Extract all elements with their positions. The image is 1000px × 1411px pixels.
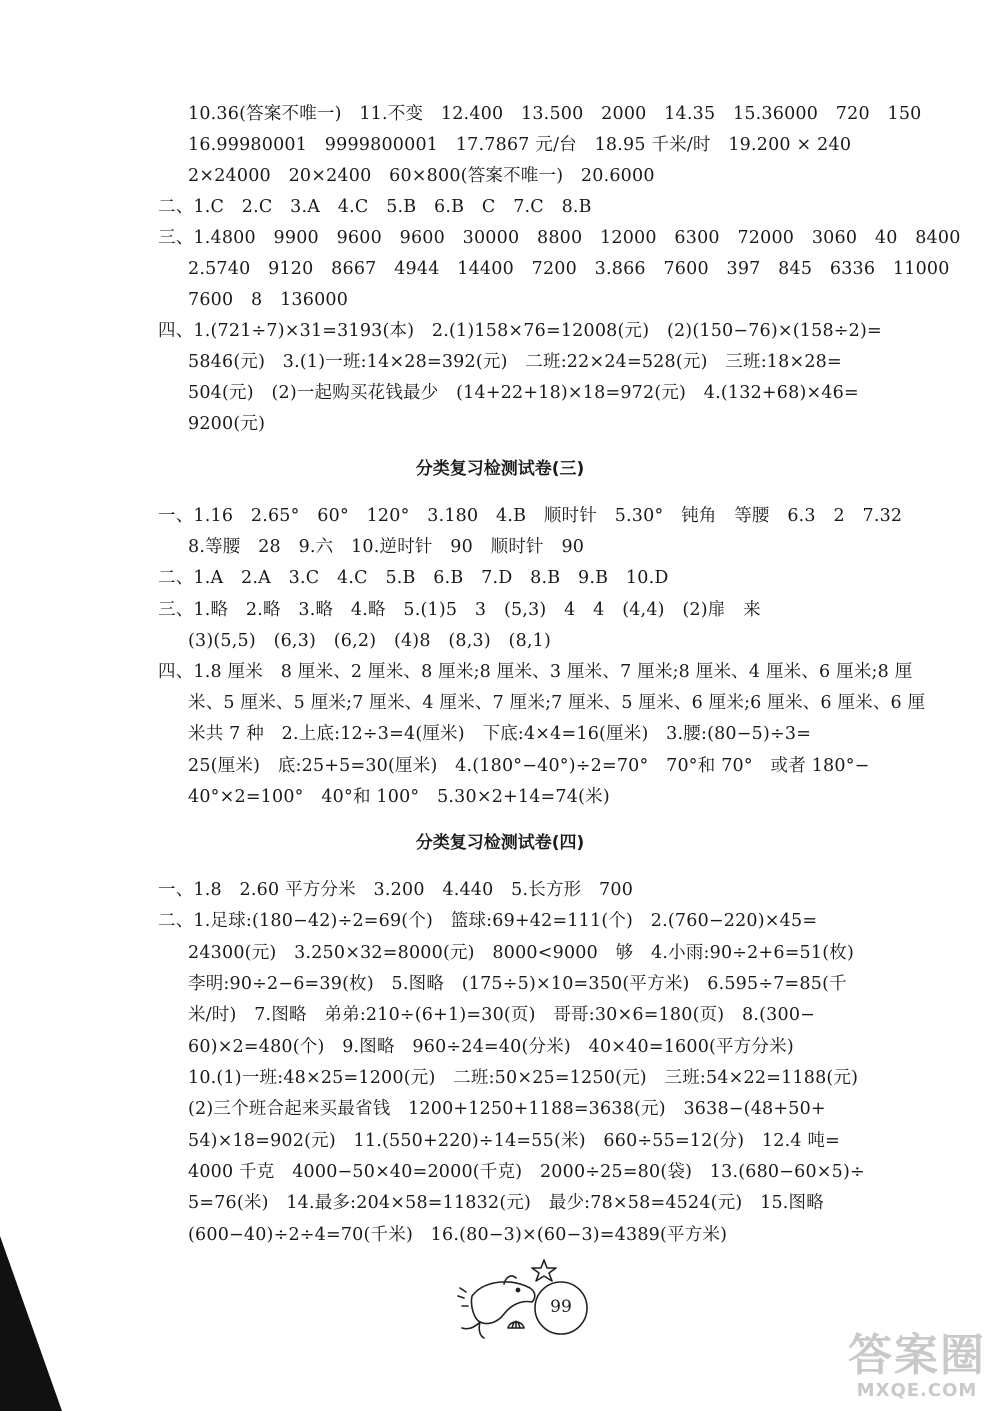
answer-line: 10.36(答案不唯一) 11.不变 12.400 13.500 2000 14.35 15.36000 720 150 [188,104,922,124]
answer-line: 三、1.4800 9900 9600 9600 30000 8800 12000 6300 72000 3060 40 8400 [158,228,961,248]
answer-line: 2.5740 9120 8667 4944 14400 7200 3.866 7600 397 845 6336 11000 [188,259,950,279]
answer-line: 2×24000 20×2400 60×800(答案不唯一) 20.6000 [188,166,655,186]
section-heading: 分类复习检测试卷(四) [415,833,585,853]
answer-line: 一、1.16 2.65° 60° 120° 3.180 4.B 顺时针 5.30° 钝角 等腰 6.3 2 7.32 [158,506,903,526]
watermark-logo-text: 答案圈 [848,1330,986,1381]
answer-line: 25(厘米) 底:25+5=30(厘米) 4.(180°−40°)÷2=70° 70°和 70° 或者 180°− [188,756,870,776]
answer-line: 60)×2=480(个) 9.图略 960÷24=40(分米) 40×40=1600(平方分米) [188,1037,794,1057]
corner-decoration [0,1236,62,1411]
answer-line: 5846(元) 3.(1)一班:14×28=392(元) 二班:22×24=528(元) 三班:18×28= [188,352,842,372]
answer-line: 米、5 厘米、5 厘米;7 厘米、4 厘米、7 厘米;7 厘米、5 厘米、6 厘米;6 厘米、6 厘米、6 厘 [188,693,926,713]
answer-line: 5=76(米) 14.最多:204×58=11832(元) 最少:78×58=4524(元) 15.图略 [188,1193,824,1213]
answer-line: 三、1.略 2.略 3.略 4.略 5.(1)5 3 (5,3) 4 4 (4,4) (2)扉 来 [158,600,761,620]
watermark-url: MXQE.COM [856,1380,978,1401]
answer-line: 504(元) (2)一起购买花钱最少 (14+22+18)×18=972(元) 4.(132+68)×46= [188,383,859,403]
answer-line: 一、1.8 2.60 平方分米 3.200 4.440 5.长方形 700 [158,880,634,900]
answer-line: 四、1.8 厘米 8 厘米、2 厘米、8 厘米;8 厘米、3 厘米、7 厘米;8 厘米、4 厘米、6 厘米;8 厘 [158,662,913,682]
answer-line: 二、1.足球:(180−42)÷2=69(个) 篮球:69+42=111(个) 2.(760−220)×45= [158,911,818,931]
answer-line: 四、1.(721÷7)×31=3193(本) 2.(1)158×76=12008(元) (2)(150−76)×(158÷2)= [158,321,882,341]
answer-line: 24300(元) 3.250×32=8000(元) 8000<9000 够 4.小雨:90÷2+6=51(枚) [188,943,854,963]
answer-line: 米/时) 7.图略 弟弟:210÷(6+1)=30(页) 哥哥:30×6=180(页) 8.(300− [188,1005,816,1025]
answer-line: (600−40)÷2÷4=70(千米) 16.(80−3)×(60−3)=4389(平方米) [188,1225,728,1245]
page-number: 99 [550,1297,572,1317]
answer-line: 4000 千克 4000−50×40=2000(千克) 2000÷25=80(袋) 13.(680−60×5)÷ [188,1162,865,1182]
answer-line: 7600 8 136000 [188,290,349,310]
section-heading: 分类复习检测试卷(三) [415,459,585,479]
answer-line: 54)×18=902(元) 11.(550+220)÷14=55(米) 660÷55=12(分) 12.4 吨= [188,1131,841,1151]
answer-line: 二、1.C 2.C 3.A 4.C 5.B 6.B C 7.C 8.B [158,197,592,217]
answer-line: 9200(元) [188,414,266,434]
answer-line: 8.等腰 28 9.六 10.逆时针 90 顺时针 90 [188,537,585,557]
answer-line: 10.(1)一班:48×25=1200(元) 二班:50×25=1250(元) 三班:54×22=1188(元) [188,1068,859,1088]
answer-line: 李明:90÷2−6=39(枚) 5.图略 (175÷5)×10=350(平方米) 6.595÷7=85(千 [188,974,847,994]
answer-line: 40°×2=100° 40°和 100° 5.30×2+14=74(米) [188,787,610,807]
answer-line: (3)(5,5) (6,3) (6,2) (4)8 (8,3) (8,1) [188,631,552,651]
watermark [848,1332,986,1401]
answer-line: (2)三个班合起来买最省钱 1200+1250+1188=3638(元) 3638−(48+50+ [188,1099,826,1119]
answer-line: 16.99980001 9999800001 17.7867 元/台 18.95 千米/时 19.200 × 240 [188,135,852,155]
answer-line: 二、1.A 2.A 3.C 4.C 5.B 6.B 7.D 8.B 9.B 10.D [158,568,669,588]
answer-line: 米共 7 种 2.上底:12÷3=4(厘米) 下底:4×4=16(厘米) 3.腰:(80−5)÷3= [188,724,812,744]
